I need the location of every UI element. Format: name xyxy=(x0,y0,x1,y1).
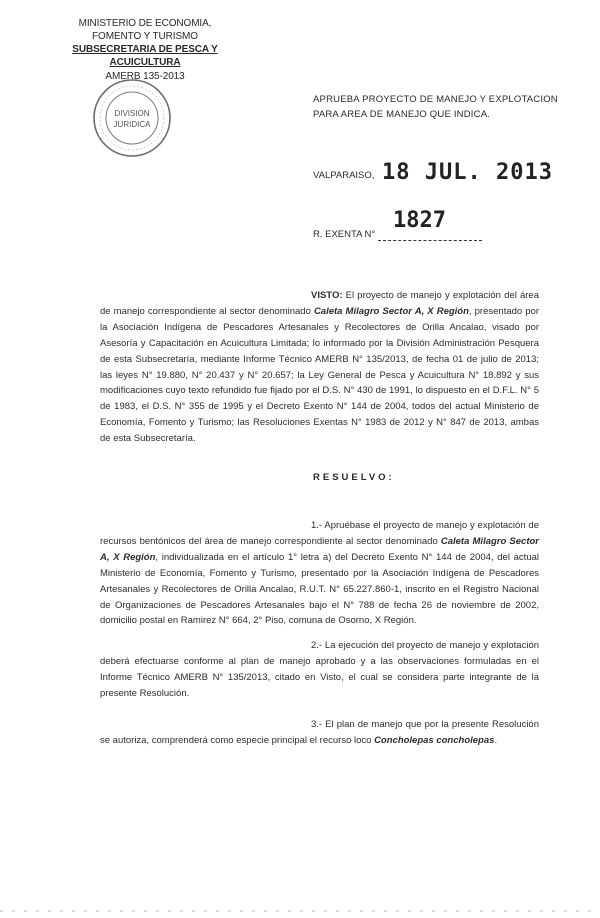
article-3-end: . xyxy=(494,734,498,746)
visto-text-1: El proyecto de manejo y explotación del área de manejo correspondiente al sector denominado xyxy=(100,290,539,317)
article-1 xyxy=(100,518,539,629)
date-label: VALPARAISO, xyxy=(313,170,375,181)
visto-text-2: , presentado por la Asociación Indígena de Pescadores Artesanales y Recolectores de Orilla Ancalao, visado por Asesoría y Capacitación en Acuicultura Limitada; lo informado por la División Administración Pesquera de esta Subsecretaría, mediante Informe Técnico AMERB N° 135/2013, de fecha 01 de julio de 2013; las leyes N° 19.880, N° 20.437 y N° 20.657; la Ley General de Pesca y Acuicultura N° 18.892 y sus modificaciones cuyo texto refundido fue fijado por el D.S. N° 430 de 1991, lo dispuesto en el D.F.L. N° 5 de 1983, el D.S. N° 355 de 1995 y el Decreto Exento N° 144 de 2004, todos del actual Ministerio de Economía, Fomento y Turismo; las Resoluciones Exentas N° 1983 de 2012 y N° 847 de 2013, ambas de esta Subsecretaría. xyxy=(100,305,540,445)
article-3-text: Resolución se autoriza, comprenderá como especie principal el recurso loco xyxy=(100,719,539,746)
date-stamp: 18 JUL. 2013 xyxy=(382,160,553,185)
article-1-text-2: , individualizada en el artículo 1° letra a) del Decreto Exento N° 144 de 2004, del actual Ministerio de Economía, Fomento y Turismo, presentado por la Asociación Indígena de Pescadores Artesanales y Recolectores de Orilla Ancalao, R.U.T. N° 65.227.860-1, inscrito en el Registro Nacional de Organizaciones de Pescadores Artesanales bajo el N° 788 de fecha 26 de noviembre de 2002, domicilio postal en Ramirez N° 664, 2° Piso, comuna de Osorno, X Región. xyxy=(100,551,539,627)
division-juridica-stamp xyxy=(92,78,172,158)
article-2-text: explotación deberá efectuarse conforme al plan de manejo aprobado y a las observaciones formuladas en el Informe Técnico AMERB N° 135/2013, citado en Visto, el cual se considera parte integrante de la presente Resolución. xyxy=(100,640,540,699)
ministry-line-2: FOMENTO Y TURISMO xyxy=(92,31,198,42)
article-3-species: Concholepas concholepas xyxy=(374,734,495,746)
article-1-text-1: de recursos bentónicos del área de manejo correspondiente al sector denominado xyxy=(100,520,539,547)
article-1-sector: Caleta Milagro Sector A, X Región xyxy=(100,535,539,563)
visto-sector: Caleta Milagro Sector A, X Región xyxy=(313,305,469,317)
resolution-number: 1827 xyxy=(393,208,446,233)
subsecretaria-line: SUBSECRETARIA DE PESCA Y ACUICULTURA xyxy=(72,44,218,68)
resolution-label: R. EXENTA N° xyxy=(313,229,376,240)
article-3-lead: 3.- El plan de manejo que por la presente xyxy=(311,719,489,730)
article-2-lead: 2.- La ejecución del proyecto de manejo y xyxy=(311,640,489,651)
resuelvo-heading: RESUELVO: xyxy=(313,472,395,483)
article-2 xyxy=(100,638,539,702)
visto-paragraph xyxy=(100,288,539,447)
visto-label: VISTO: xyxy=(311,290,343,301)
letterhead xyxy=(50,17,240,83)
stamp-center-line1: DIVISION xyxy=(114,109,150,118)
title-line-2: PARA AREA DE MANEJO QUE INDICA. xyxy=(313,109,491,120)
resolution-title xyxy=(313,92,573,122)
reference-code: AMERB 135-2013 xyxy=(105,71,185,82)
title-line-1: APRUEBA PROYECTO DE MANEJO Y EXPLOTACION xyxy=(313,94,558,105)
stamp-center-line2: JURIDICA xyxy=(113,120,151,129)
article-1-lead: 1.- Apruébase el proyecto de manejo y explotación xyxy=(311,520,526,531)
scan-edge-artifact xyxy=(0,906,600,916)
article-3 xyxy=(100,717,539,749)
ministry-line: MINISTERIO DE ECONOMIA, xyxy=(78,18,212,29)
